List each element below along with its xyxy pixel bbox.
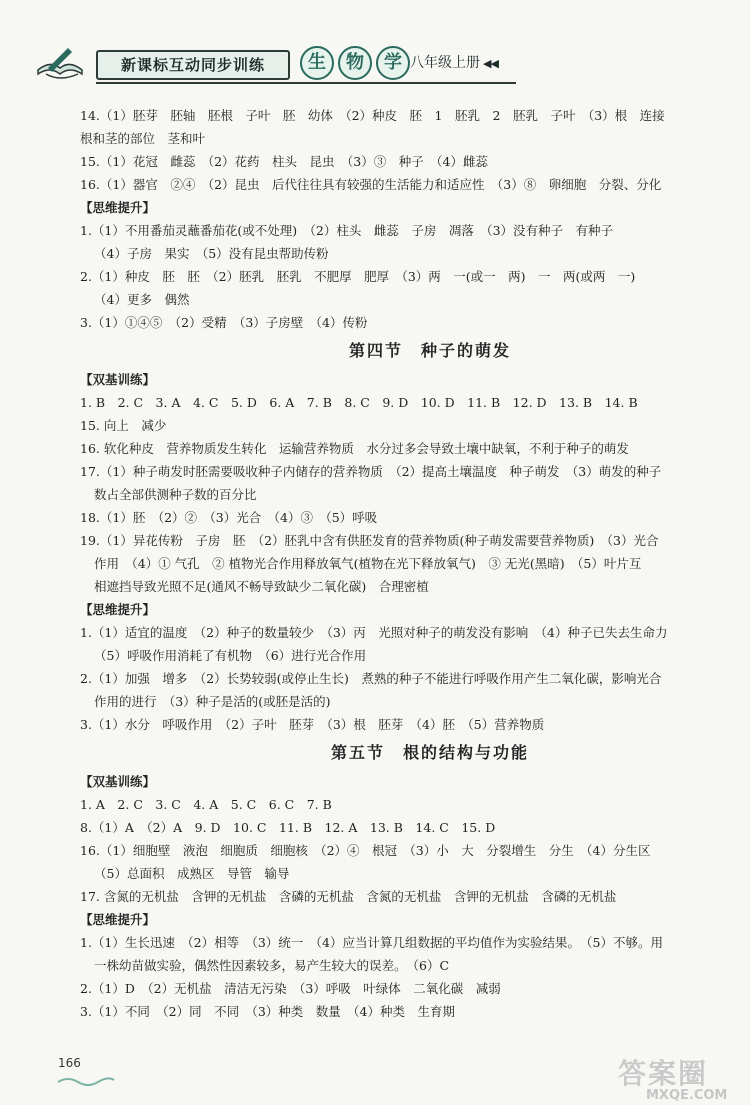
answer-line: 一株幼苗做实验，偶然性因素较多，易产生较大的误差。 （6）C <box>94 958 450 973</box>
header-rule <box>96 82 516 84</box>
answer-line: 数占全部供测种子数的百分比 <box>94 487 257 502</box>
answer-line: 作用的进行 （3）种子是活的(或胚是活的) <box>94 694 331 709</box>
answer-line: （4）子房 果实 （5）没有昆虫帮助传粉 <box>94 246 329 261</box>
answers-section4-part1 <box>80 391 720 598</box>
answer-line: 16.（1）器官 ②④ （2）昆虫 后代往往具有较强的生活能力和适应性 （3）⑧ 卵细胞 分裂、分化 <box>80 177 662 192</box>
answer-line: 2.（1）加强 增多 （2）长势较弱(或停止生长) 煮熟的种子不能进行呼吸作用产生二氧化碳，影响光合 <box>80 671 662 686</box>
answer-line: 18.（1）胚 （2）② （3）光合 （4）③ （5）呼吸 <box>80 510 378 525</box>
subject-char: 物 <box>338 46 372 80</box>
section-title: 第五节 根的结构与功能 <box>330 743 529 762</box>
answer-line: 3.（1）不同 （2）同 不同 （3）种类 数量 （4）种类 生育期 <box>80 1004 455 1019</box>
section-label: 【思维提升】 <box>80 912 156 927</box>
subject-char: 生 <box>300 46 334 80</box>
answers-section3-part2 <box>80 219 720 334</box>
watermark-logo: 答案圈 <box>618 1057 709 1090</box>
answer-line: 17.（1）种子萌发时胚需要吸收种子内储存的营养物质 （2）提高土壤温度 种子萌发 （3）萌发的种子 <box>80 464 662 479</box>
book-pen-logo-icon <box>34 44 86 84</box>
answers-section5-part2 <box>80 931 720 1023</box>
answer-line: 17. 含氮的无机盐 含钾的无机盐 含磷的无机盐 含氮的无机盐 含钾的无机盐 含磷的无机盐 <box>80 889 617 904</box>
series-title: 新课标互动同步训练 <box>96 50 290 80</box>
double-arrow-left-icon: ◀◀ <box>483 57 498 70</box>
answer-line: 2.（1）种皮 胚 胚 （2）胚乳 胚乳 不肥厚 肥厚 （3）两 一(或一 两) 一 两(或两 一) <box>80 269 636 284</box>
answer-line: 3.（1）①④⑤ （2）受精 （3）子房壁 （4）传粉 <box>80 315 368 330</box>
answer-line: 作用 （4）① 气孔 ② 植物光合作用释放氧气(植物在光下释放氧气) ③ 无光(黑暗) （5）叶片互 <box>94 556 642 571</box>
section-title: 第四节 种子的萌发 <box>348 341 511 360</box>
answer-line: 8.（1）A （2）A 9. D 10. C 11. B 12. A 13. B 14. C 15. D <box>80 820 496 835</box>
subject-char: 学 <box>376 46 410 80</box>
section-label: 【双基训练】 <box>80 774 156 789</box>
answer-line: 1.（1）不用番茄灵蘸番茄花(或不处理) （2）柱头 雌蕊 子房 凋落 （3）没有种子 有种子 <box>80 223 614 238</box>
answer-line: 2.（1）D （2）无机盐 清洁无污染 （3）呼吸 叶绿体 二氧化碳 减弱 <box>80 981 501 996</box>
page-number: 166 <box>58 1056 81 1070</box>
answer-line: 15. 向上 减少 <box>80 418 167 433</box>
answer-line: 16.（1）细胞壁 液泡 细胞质 细胞核 （2）④ 根冠 （3）小 大 分裂增生 分生 （4）分生区 <box>80 843 651 858</box>
grade-label <box>410 52 498 72</box>
answers-section3-part1 <box>80 104 720 196</box>
answer-line: 3.（1）水分 呼吸作用 （2）子叶 胚芽 （3）根 胚芽 （4）胚 （5）营养物质 <box>80 717 545 732</box>
answer-line: 1. B 2. C 3. A 4. C 5. D 6. A 7. B 8. C 9. D 10. D 11. B 12. D 13. B 14. B <box>80 395 638 410</box>
answer-line: 相遮挡导致光照不足(通风不畅导致缺少二氧化碳) 合理密植 <box>94 579 429 594</box>
answer-line: 1. A 2. C 3. C 4. A 5. C 6. C 7. B <box>80 797 332 812</box>
grade-text: 八年级上册 <box>410 55 480 71</box>
answer-line: 1.（1）适宜的温度 （2）种子的数量较少 （3）丙 光照对种子的萌发没有影响 （4）种子已失去生命力 <box>80 625 668 640</box>
answer-line: （4）更多 偶然 <box>94 292 190 307</box>
watermark-url: MXQE.COM <box>646 1088 728 1103</box>
answer-line: 16. 软化种皮 营养物质发生转化 运输营养物质 水分过多会导致土壤中缺氧，不利于种子的萌发 <box>80 441 629 456</box>
subject-badge <box>300 46 410 82</box>
answer-line: 15.（1）花冠 雌蕊 （2）花药 柱头 昆虫 （3）③ 种子 （4）雌蕊 <box>80 154 488 169</box>
answer-line: 根和茎的部位 茎和叶 <box>80 131 206 146</box>
answer-line: （5）总面积 成熟区 导管 输导 <box>94 866 290 881</box>
answers-section4-part2 <box>80 621 720 736</box>
page-header <box>0 36 750 88</box>
answer-line: 1.（1）生长迅速 （2）相等 （3）统一 （4）应当计算几组数据的平均值作为实验结果。 （5）不够。用 <box>80 935 663 950</box>
answer-line: （5）呼吸作用消耗了有机物 （6）进行光合作用 <box>94 648 367 663</box>
wave-ornament-icon <box>56 1074 116 1088</box>
answer-line: 14.（1）胚芽 胚轴 胚根 子叶 胚 幼体 （2）种皮 胚 1 胚乳 2 胚乳 子叶 （3）根 连接 <box>80 108 665 123</box>
section-label: 【双基训练】 <box>80 372 156 387</box>
answer-line: 19.（1）异花传粉 子房 胚 （2）胚乳中含有供胚发育的营养物质(种子萌发需要营养物质) （3）光合 <box>80 533 659 548</box>
section-label: 【思维提升】 <box>80 602 156 617</box>
answers-section5-part1 <box>80 793 720 908</box>
answer-content <box>80 104 720 1023</box>
section-label: 【思维提升】 <box>80 200 156 215</box>
